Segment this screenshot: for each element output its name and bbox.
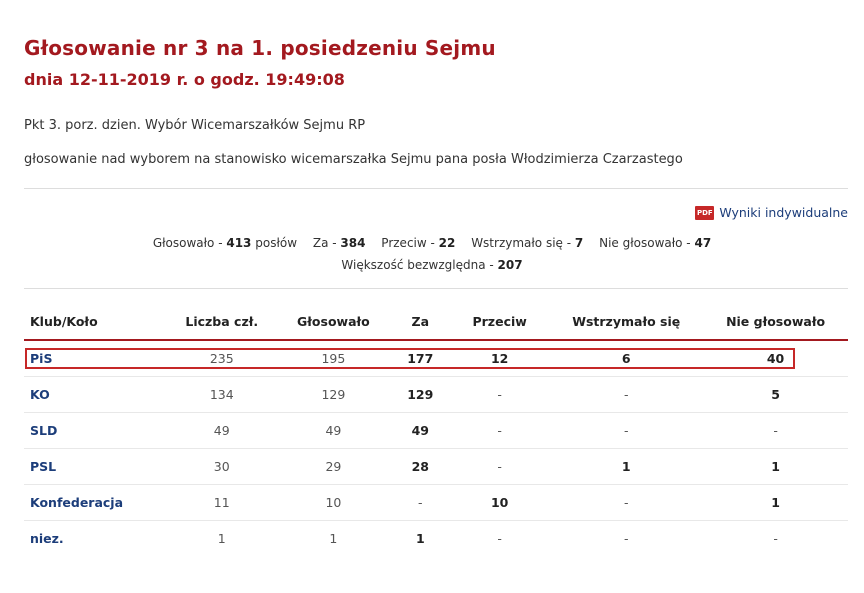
col-header-against: Przeciw bbox=[450, 303, 549, 340]
members-cell: 235 bbox=[167, 340, 276, 377]
club-link[interactable]: SLD bbox=[24, 413, 167, 449]
table-row bbox=[24, 413, 848, 449]
club-link[interactable]: PSL bbox=[24, 449, 167, 485]
club-link[interactable]: Konfederacja bbox=[24, 485, 167, 521]
col-header-for: Za bbox=[391, 303, 450, 340]
pis-row-highlight-box bbox=[25, 348, 795, 369]
vote-datetime: dnia 12-11-2019 r. o godz. 19:49:08 bbox=[24, 70, 345, 89]
not-voted-cell: 40 bbox=[703, 340, 848, 377]
individual-results-label: Wyniki indywidualne bbox=[719, 205, 848, 220]
voted-cell: 195 bbox=[276, 340, 390, 377]
page-title: Głosowanie nr 3 na 1. posiedzeniu Sejmu bbox=[24, 36, 496, 60]
against-cell: 10 bbox=[450, 485, 549, 521]
club-link[interactable]: PiS bbox=[24, 340, 167, 377]
table-row bbox=[24, 449, 848, 485]
abstained-cell: - bbox=[549, 377, 703, 413]
voted-cell: 49 bbox=[276, 413, 390, 449]
majority-count: 207 bbox=[497, 258, 523, 272]
for-cell: - bbox=[391, 485, 450, 521]
not-voted-cell: 1 bbox=[703, 449, 848, 485]
pdf-icon: PDF bbox=[695, 206, 714, 220]
abstained-cell: 1 bbox=[549, 449, 703, 485]
for-cell: 28 bbox=[391, 449, 450, 485]
vote-description: głosowanie nad wyborem na stanowisko wicemarszałka Sejmu pana posła Włodzimierza Czarzastego bbox=[24, 152, 683, 167]
col-header-voted: Głosowało bbox=[276, 303, 390, 340]
majority-summary: Większość bezwzględna - 207 bbox=[341, 258, 523, 272]
against-count: 22 bbox=[438, 236, 456, 250]
club-link[interactable]: KO bbox=[24, 377, 167, 413]
for-count: 384 bbox=[340, 236, 366, 250]
abstained-cell: - bbox=[549, 485, 703, 521]
for-cell: 129 bbox=[391, 377, 450, 413]
abstained-cell: - bbox=[623, 531, 629, 546]
voted-cell: 129 bbox=[276, 377, 390, 413]
table-header-row bbox=[24, 303, 848, 340]
against-cell: - bbox=[450, 449, 549, 485]
agenda-item: Pkt 3. porz. dzien. Wybór Wicemarszałków Sejmu RP bbox=[24, 118, 366, 133]
not-voted-cell: - bbox=[773, 531, 778, 546]
not-voted-count: 47 bbox=[694, 236, 712, 250]
abstained-cell: 6 bbox=[549, 340, 703, 377]
table-row bbox=[24, 521, 848, 557]
for-cell: 177 bbox=[391, 340, 450, 377]
against-cell: - bbox=[450, 413, 549, 449]
members-cell: 30 bbox=[167, 449, 276, 485]
voted-cell: 10 bbox=[276, 485, 390, 521]
against-cell: - bbox=[450, 377, 549, 413]
divider bbox=[24, 188, 848, 189]
abstained-cell: - bbox=[549, 413, 703, 449]
table-row bbox=[24, 485, 848, 521]
members-cell: 1 bbox=[217, 531, 226, 546]
individual-results-link[interactable] bbox=[695, 205, 848, 220]
not-voted-cell: 1 bbox=[703, 485, 848, 521]
col-header-not-voted: Nie głosowało bbox=[703, 303, 848, 340]
divider bbox=[24, 288, 848, 289]
table-row bbox=[24, 377, 848, 413]
members-cell: 11 bbox=[167, 485, 276, 521]
for-cell: 49 bbox=[391, 413, 450, 449]
voted-count: 413 bbox=[226, 236, 252, 250]
voted-cell: 29 bbox=[276, 449, 390, 485]
abstained-count: 7 bbox=[574, 236, 584, 250]
results-table bbox=[24, 303, 848, 556]
col-header-members: Liczba czł. bbox=[167, 303, 276, 340]
against-cell: 12 bbox=[450, 340, 549, 377]
voted-cell: 1 bbox=[329, 531, 338, 546]
club-link[interactable]: niez. bbox=[30, 531, 64, 546]
members-cell: 134 bbox=[167, 377, 276, 413]
col-header-abstained: Wstrzymało się bbox=[549, 303, 703, 340]
members-cell: 49 bbox=[167, 413, 276, 449]
against-cell: - bbox=[497, 531, 502, 546]
not-voted-cell: 5 bbox=[703, 377, 848, 413]
not-voted-cell: - bbox=[703, 413, 848, 449]
vote-summary: Głosowało - 413 posłów Za - 384 Przeciw - 22 Wstrzymało się - 7 Nie głosowało - 47 bbox=[152, 236, 712, 250]
col-header-club: Klub/Koło bbox=[24, 303, 167, 340]
for-cell: 1 bbox=[415, 531, 425, 546]
